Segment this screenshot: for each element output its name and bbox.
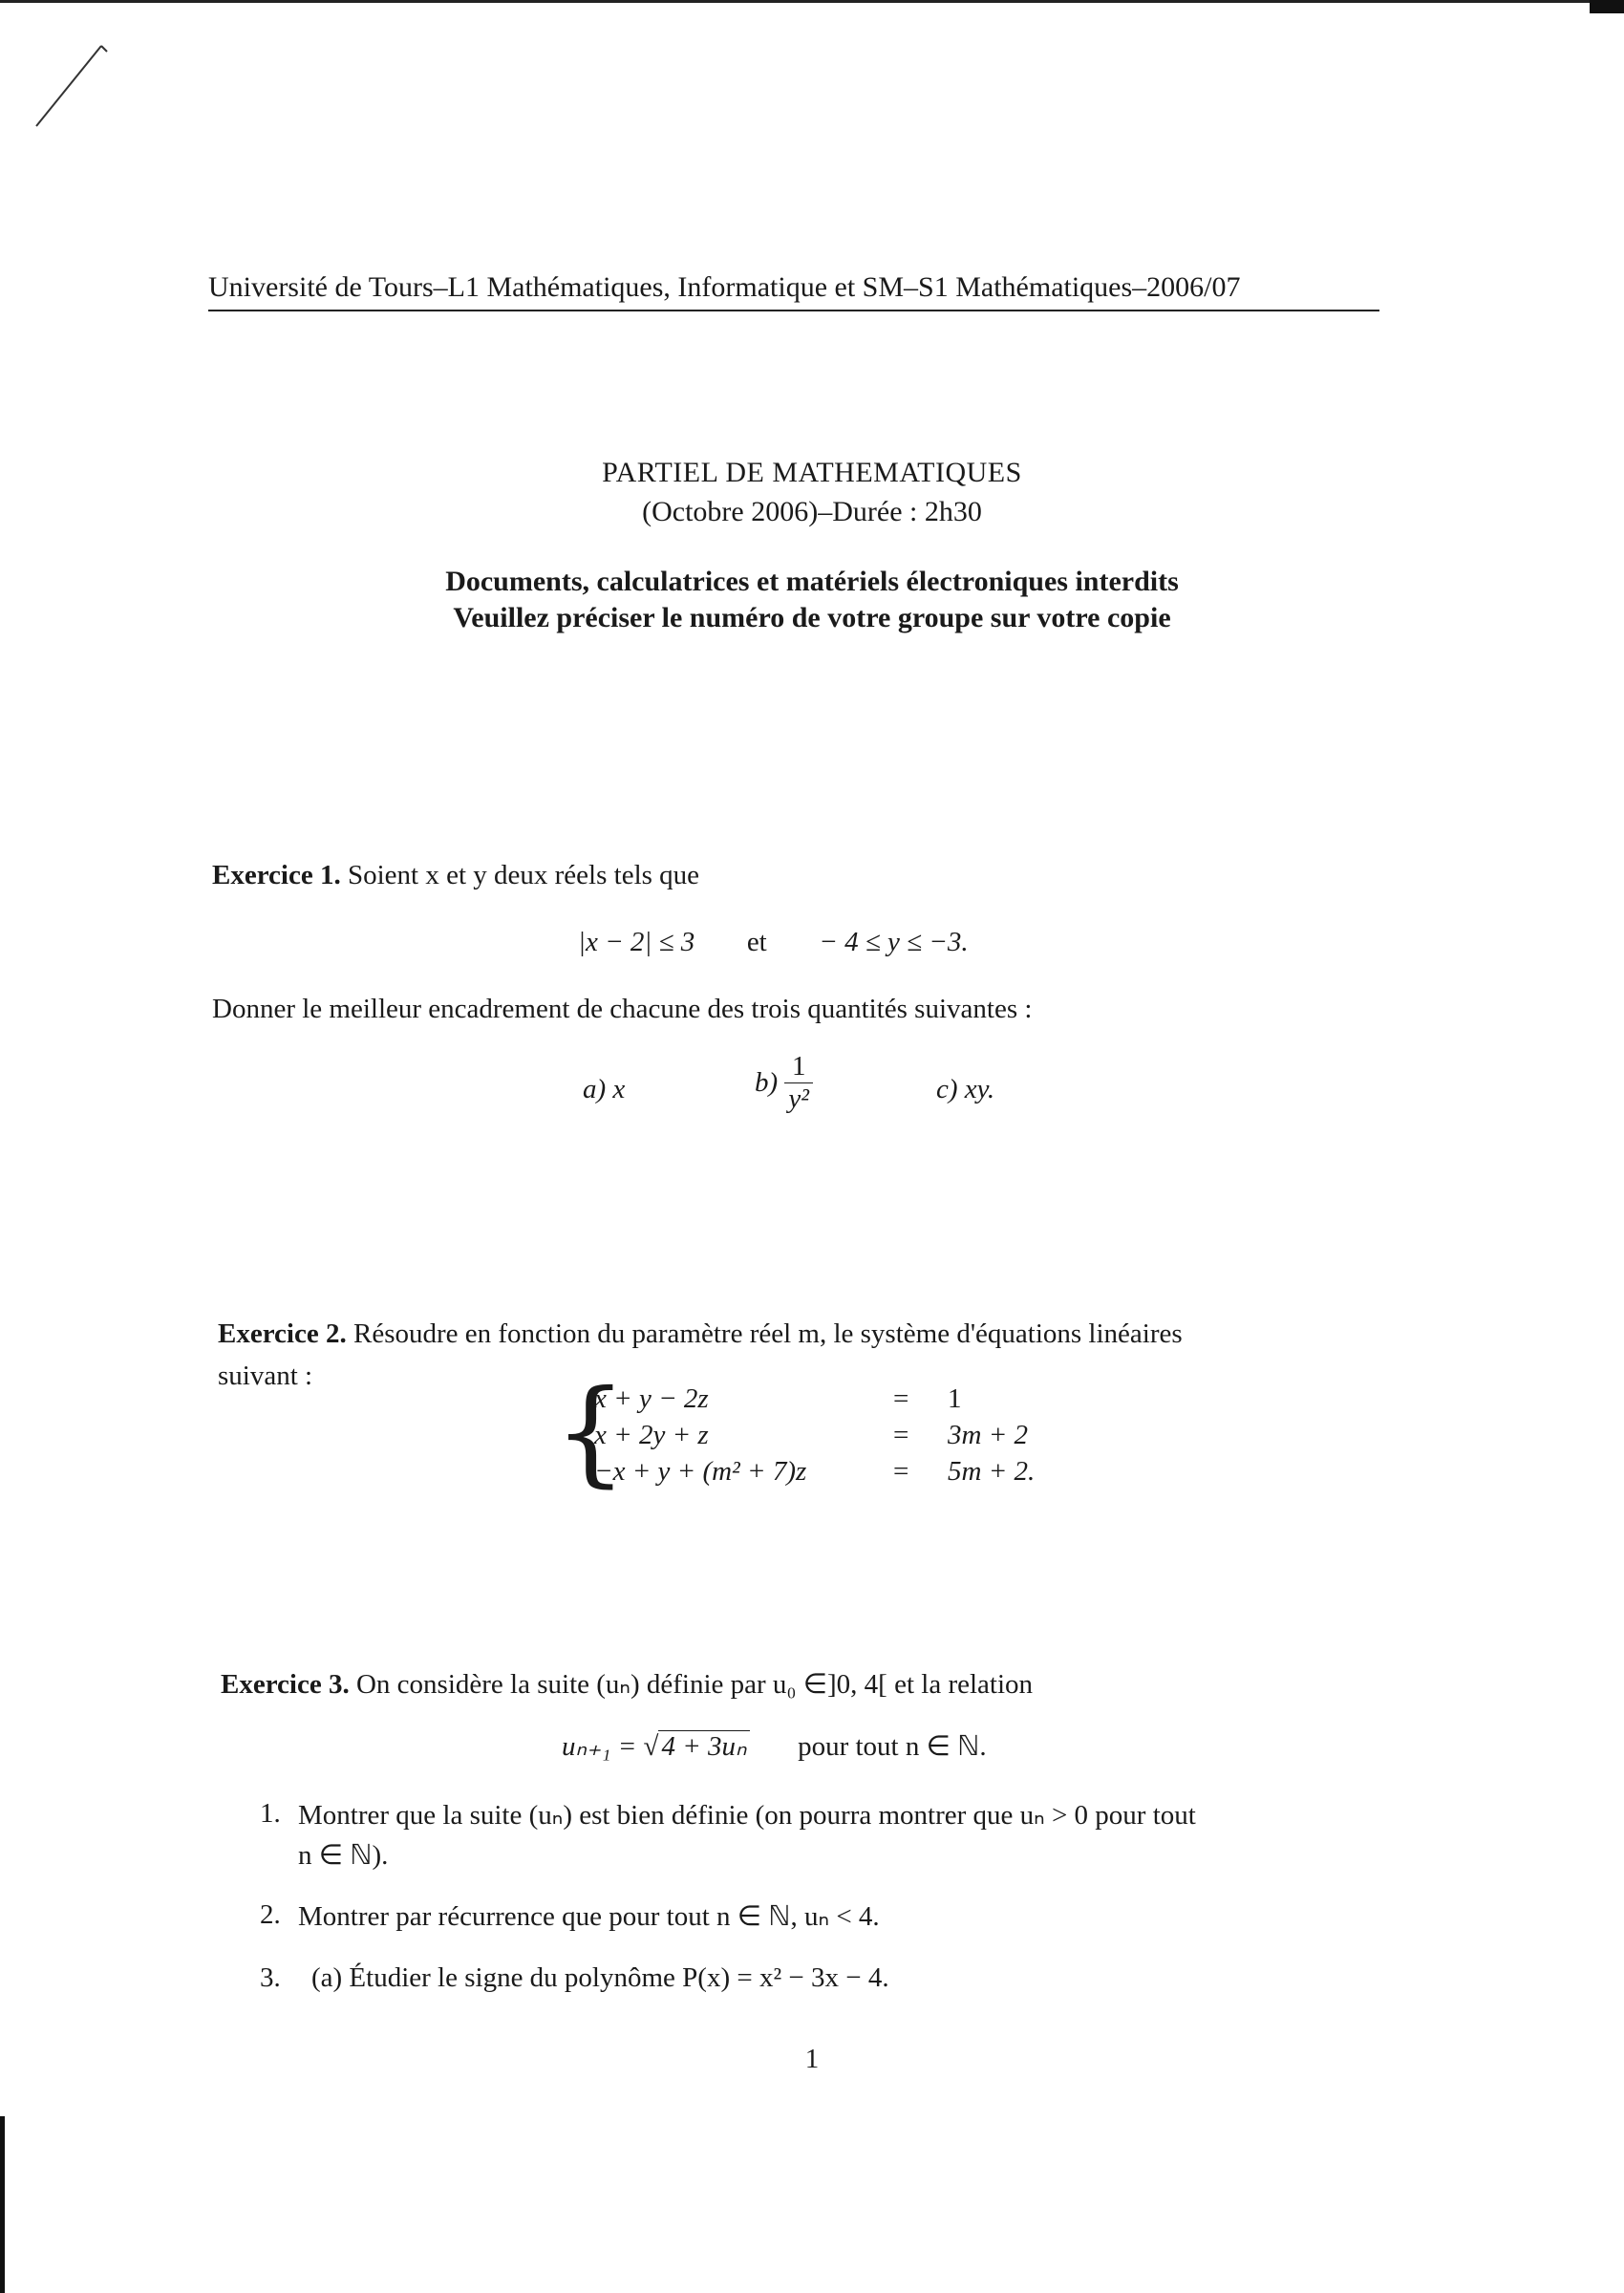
exercise-1-item-a: a) x (583, 1074, 626, 1104)
exercise-3-relation (562, 1729, 987, 1763)
exercise-2-label: Exercice 2. (218, 1318, 347, 1349)
exercise-1-label: Exercice 1. (212, 860, 341, 890)
sqrt-symbol: √ (643, 1731, 659, 1762)
system-row-3-eq: = (893, 1456, 909, 1487)
exercise-2-intro: Résoudre en fonction du paramètre réel m, le système d'équations linéaires (353, 1318, 1183, 1349)
scan-edge-top (0, 0, 1624, 3)
exercise-3-item-3-num: 3. (260, 1962, 281, 1993)
exercise-3-item-1-line-1: Montrer que la suite (uₙ) est bien définie (on pourra montrer que uₙ > 0 pour tout (298, 1800, 1196, 1831)
condition-y: − 4 ≤ y ≤ −3. (819, 927, 969, 957)
exam-date-duration: (Octobre 2006)–Durée : 2h30 (642, 496, 982, 527)
exercise-3-intro: On considère la suite (uₙ) définie par u₀ ∈]0, 4[ et la relation (355, 1669, 1034, 1700)
relation-sqrt-content: 4 + 3uₙ (658, 1730, 749, 1762)
condition-et: et (746, 927, 767, 957)
exercise-3-heading (221, 1667, 1033, 1701)
condition-x: |x − 2| ≤ 3 (578, 927, 695, 957)
exercise-1-conditions (578, 927, 969, 958)
scan-mark-top-right (1590, 0, 1624, 13)
scan-mark-bottom-left (0, 2116, 5, 2293)
system-row-2-rhs: 3m + 2 (948, 1420, 1029, 1450)
system-row-2-lhs: x + 2y + z (594, 1420, 709, 1450)
system-row-3-lhs: −x + y + (m² + 7)z (594, 1456, 807, 1487)
notice-line-2: Veuillez préciser le numéro de votre groupe sur votre copie (453, 602, 1171, 633)
system-row-1-eq: = (893, 1383, 909, 1414)
relation-rhs: pour tout n ∈ ℕ. (798, 1731, 987, 1762)
exercise-2-heading (218, 1318, 1183, 1350)
relation-lhs: uₙ₊₁ = (562, 1731, 637, 1762)
exercise-3-item-3-line-1: (a) Étudier le signe du polynôme P(x) = x² − 3x − 4. (311, 1962, 889, 1993)
exercise-3-item-1-num: 1. (260, 1798, 281, 1829)
exercise-1-question: Donner le meilleur encadrement de chacune des trois quantités suivantes : (212, 994, 1033, 1024)
fraction-one-over-y-squared: $\frac{1}{\text{y²}}$ (784, 1051, 813, 1115)
notice-line-1: Documents, calculatrices et matériels électroniques interdits (445, 566, 1179, 597)
page-number: 1 (804, 2044, 820, 2074)
exercise-1-heading (212, 860, 699, 891)
exercise-2-intro-cont: suivant : (218, 1361, 313, 1391)
pen-stroke-mark (29, 38, 115, 134)
exercise-3-label: Exercice 3. (221, 1669, 350, 1700)
exercise-1-item-b: b) $\frac{1}{\text{y²}}$ (755, 1051, 813, 1115)
exercise-3-item-1-line-2: n ∈ ℕ). (298, 1840, 389, 1871)
system-brace: { (554, 1366, 628, 1499)
exam-title: PARTIEL DE MATHEMATIQUES (602, 457, 1022, 488)
system-row-1-rhs: 1 (948, 1383, 962, 1414)
exercise-1-item-c: c) xy. (936, 1074, 995, 1104)
exercise-3-item-2-line-1: Montrer par récurrence que pour tout n ∈ ℕ, uₙ < 4. (298, 1901, 880, 1932)
system-row-2-eq: = (893, 1420, 909, 1450)
system-row-1-lhs: x + y − 2z (594, 1383, 709, 1414)
exercise-3-item-2-num: 2. (260, 1899, 281, 1930)
document-header: Université de Tours–L1 Mathématiques, Informatique et SM–S1 Mathématiques–2006/07 (208, 271, 1379, 311)
system-row-3-rhs: 5m + 2. (948, 1456, 1036, 1487)
exercise-1-intro: Soient x et y deux réels tels que (347, 860, 700, 890)
